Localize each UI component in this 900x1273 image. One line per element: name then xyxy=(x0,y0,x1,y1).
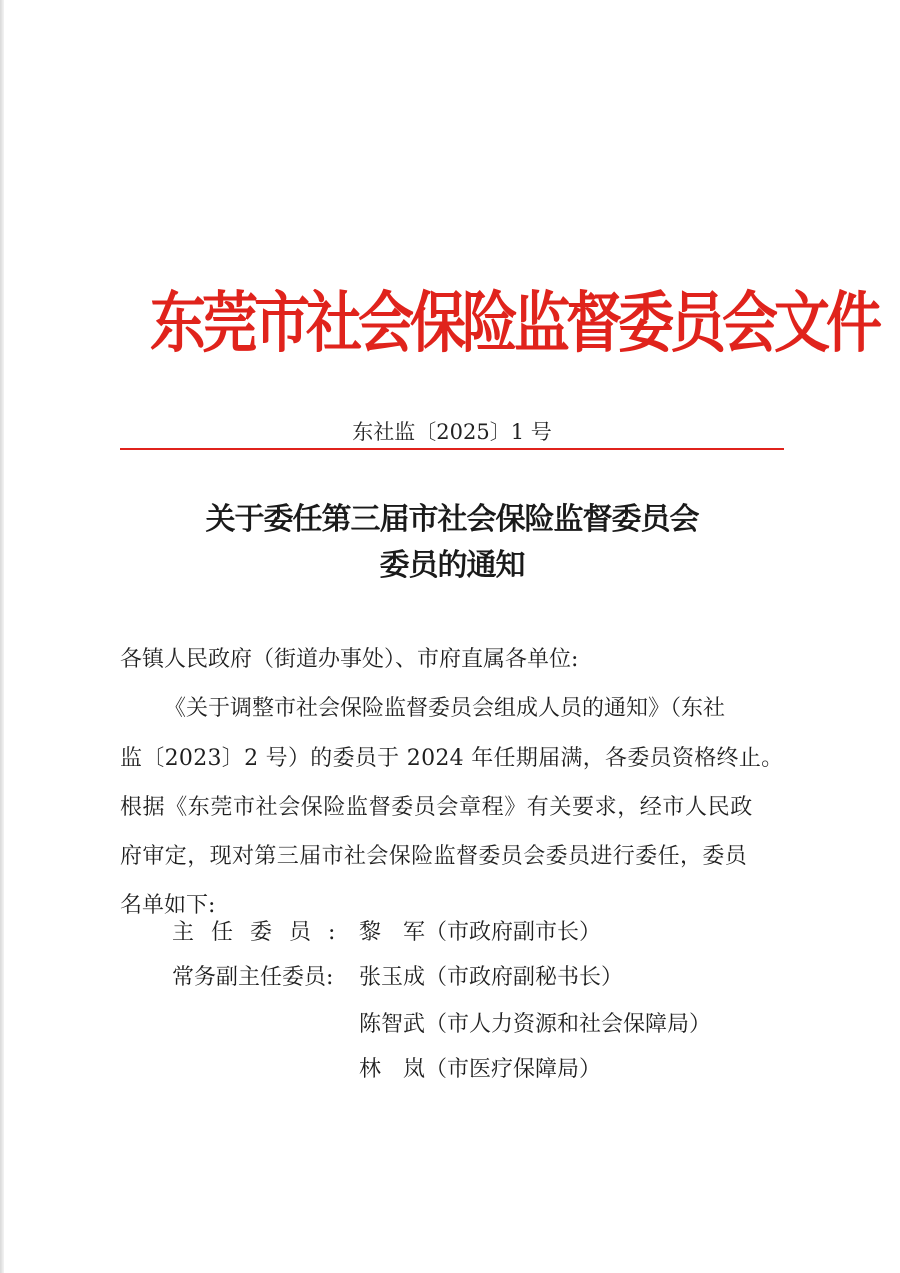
body-line: 府审定，现对第三届市社会保险监督委员会委员进行委任，委员 xyxy=(120,844,748,869)
chair-member: 黎 军（市政府副市长） xyxy=(359,920,602,945)
body-line: 名单如下: xyxy=(120,893,216,918)
body-line: 《关于调整市社会保险监督委员会组成人员的通知》（东社 xyxy=(164,696,726,721)
vice-member: 林 岚（市医疗保障局） xyxy=(359,1057,602,1082)
issuer-header: 东莞市社会保险监督委员会文件 xyxy=(150,285,878,363)
vice-member: 陈智武（市人力资源和社会保障局） xyxy=(359,1012,712,1037)
document-title-line-1: 关于委任第三届市社会保险监督委员会 xyxy=(205,502,699,537)
body-line: 根据《东莞市社会保险监督委员会章程》有关要求，经市人民政 xyxy=(120,795,753,820)
vice-chair-role-label: 常务副主任委员: xyxy=(172,965,334,990)
salutation: 各镇人民政府（街道办事处）、市府直属各单位: xyxy=(120,647,579,672)
body-line: 监〔2023〕2 号）的委员于 2024 年任期届满，各委员资格终止。 xyxy=(120,746,784,771)
vice-member: 张玉成（市政府副秘书长） xyxy=(359,965,624,990)
scan-edge xyxy=(0,0,4,1273)
document-title-line-2: 委员的通知 xyxy=(379,548,525,583)
chair-role-label: 主任委员: xyxy=(172,920,353,945)
red-divider xyxy=(120,448,784,450)
document-number: 东社监〔2025〕1 号 xyxy=(352,420,552,444)
